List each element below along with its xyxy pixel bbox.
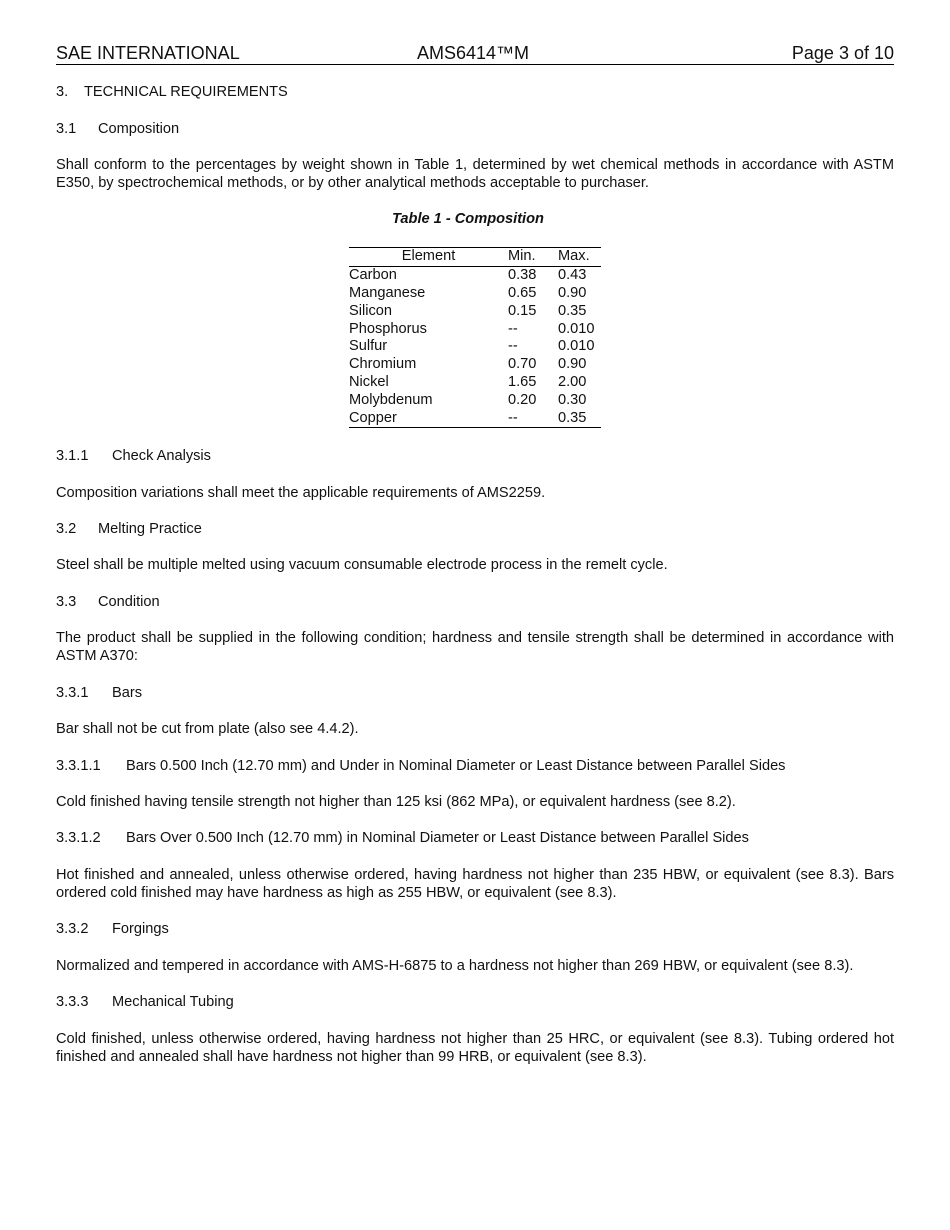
min-cell: 0.65: [508, 284, 537, 301]
table-row: [349, 374, 601, 392]
max-cell: 0.90: [558, 284, 587, 301]
section-number: 3.3.1.1: [56, 758, 101, 774]
section-title: TECHNICAL REQUIREMENTS: [84, 84, 288, 100]
max-cell: 0.30: [558, 391, 587, 408]
element-cell: Carbon: [349, 267, 397, 284]
section-3-3-1-1-text: Cold finished having tensile strength not higher than 125 ksi (862 MPa), or equivalent hardness (see 8.2).: [56, 794, 736, 810]
min-cell: 0.15: [508, 302, 537, 319]
section-3-2-text: Steel shall be multiple melted using vacuum consumable electrode process in the remelt cycle.: [56, 557, 668, 573]
page-header: [56, 42, 894, 65]
element-cell: Sulfur: [349, 338, 388, 355]
header-document-id: AMS6414™M: [417, 43, 530, 63]
section-3-1-1-text: Composition variations shall meet the applicable requirements of AMS2259.: [56, 485, 546, 501]
table-header-row: [349, 248, 601, 267]
section-3-3-1-heading: [56, 684, 142, 702]
element-cell: Manganese: [349, 284, 426, 301]
column-header-element: Element: [349, 248, 508, 267]
max-cell: 0.35: [558, 409, 587, 426]
max-cell: 0.35: [558, 302, 587, 319]
element-cell: Copper: [349, 409, 397, 426]
section-3-3-3-heading: [56, 993, 234, 1011]
section-number: 3.2: [56, 521, 77, 537]
table-row: [349, 302, 601, 320]
section-3-3-1-text: Bar shall not be cut from plate (also see 4.4.2).: [56, 721, 359, 737]
section-number: 3.3: [56, 594, 77, 610]
section-number: 3.3.1: [56, 685, 89, 701]
section-title: Bars 0.500 Inch (12.70 mm) and Under in Nominal Diameter or Least Distance between Parallel Sides: [126, 758, 786, 774]
table-row: [349, 285, 601, 303]
table-row: [349, 391, 601, 409]
section-3-1-1-heading: [56, 447, 211, 465]
min-cell: 0.38: [508, 267, 537, 284]
section-number: 3.3.1.2: [56, 830, 101, 846]
section-3-1-text: Shall conform to the percentages by weight shown in Table 1, determined by wet chemical methods in accordance with ASTM E350, by spectrochemical methods, or by other analytical methods acceptable to purchaser.: [56, 157, 894, 191]
column-header-max: Max.: [558, 248, 601, 267]
max-cell: 0.010: [558, 338, 595, 355]
element-cell: Phosphorus: [349, 320, 427, 337]
section-3-3-text: The product shall be supplied in the following condition; hardness and tensile strength shall be determined in accordance with ASTM A370:: [56, 630, 894, 664]
max-cell: 0.90: [558, 356, 587, 373]
min-cell: 0.70: [508, 356, 537, 373]
table-row: [349, 409, 601, 427]
section-3-3-1-1-heading: [56, 757, 785, 775]
section-number: 3.: [56, 84, 69, 100]
section-title: Condition: [98, 594, 160, 610]
section-3-3-1-2-heading: [56, 829, 749, 847]
column-header-min: Min.: [508, 248, 558, 267]
section-3-1-heading: [56, 120, 179, 138]
section-3-heading: [56, 83, 288, 101]
section-3-3-heading: [56, 593, 160, 611]
section-number: 3.3.2: [56, 921, 89, 937]
element-cell: Chromium: [349, 356, 417, 373]
min-cell: --: [508, 338, 518, 355]
section-number: 3.1: [56, 121, 77, 137]
max-cell: 2.00: [558, 373, 587, 390]
section-title: Bars: [112, 685, 143, 701]
section-title: Composition: [98, 121, 180, 137]
section-number: 3.3.3: [56, 994, 89, 1010]
section-title: Check Analysis: [112, 448, 211, 464]
min-cell: --: [508, 409, 518, 426]
table-row: [349, 320, 601, 338]
table-1-caption: Table 1 - Composition: [392, 211, 544, 227]
section-title: Melting Practice: [98, 521, 202, 537]
section-3-2-heading: [56, 520, 202, 538]
section-title: Forgings: [112, 921, 169, 937]
min-cell: 1.65: [508, 373, 537, 390]
section-3-3-2-heading: [56, 920, 169, 938]
min-cell: 0.20: [508, 391, 537, 408]
section-number: 3.1.1: [56, 448, 89, 464]
header-page-number: Page 3 of 10: [791, 43, 894, 63]
max-cell: 0.010: [558, 320, 595, 337]
section-title: Mechanical Tubing: [112, 994, 234, 1010]
min-cell: --: [508, 320, 518, 337]
max-cell: 0.43: [558, 267, 587, 284]
table-row: [349, 266, 601, 284]
section-3-3-2-text: Normalized and tempered in accordance with AMS-H-6875 to a hardness not higher than 269 HBW, or equivalent (see 8.3).: [56, 958, 854, 974]
element-cell: Silicon: [349, 302, 392, 319]
section-3-3-1-2-text: Hot finished and annealed, unless otherwise ordered, having hardness not higher than 235 HBW, or equivalent (see 8.3). Bars ordered cold finished may have hardness as high as 255 HBW, or equivalent (see 8.3).: [56, 867, 894, 901]
section-3-3-3-text: Cold finished, unless otherwise ordered, having hardness not higher than 25 HRC, or equivalent (see 8.3). Tubing ordered hot finished and annealed shall have hardness not higher than 99 HRB, or equivalent (see 8.3).: [56, 1031, 894, 1065]
table-row: [349, 338, 601, 356]
header-organization: SAE INTERNATIONAL: [56, 43, 240, 63]
section-title: Bars Over 0.500 Inch (12.70 mm) in Nominal Diameter or Least Distance between Parallel Sides: [126, 830, 749, 846]
table-row: [349, 356, 601, 374]
element-cell: Nickel: [349, 373, 389, 390]
composition-table: [349, 247, 601, 428]
element-cell: Molybdenum: [349, 391, 433, 408]
